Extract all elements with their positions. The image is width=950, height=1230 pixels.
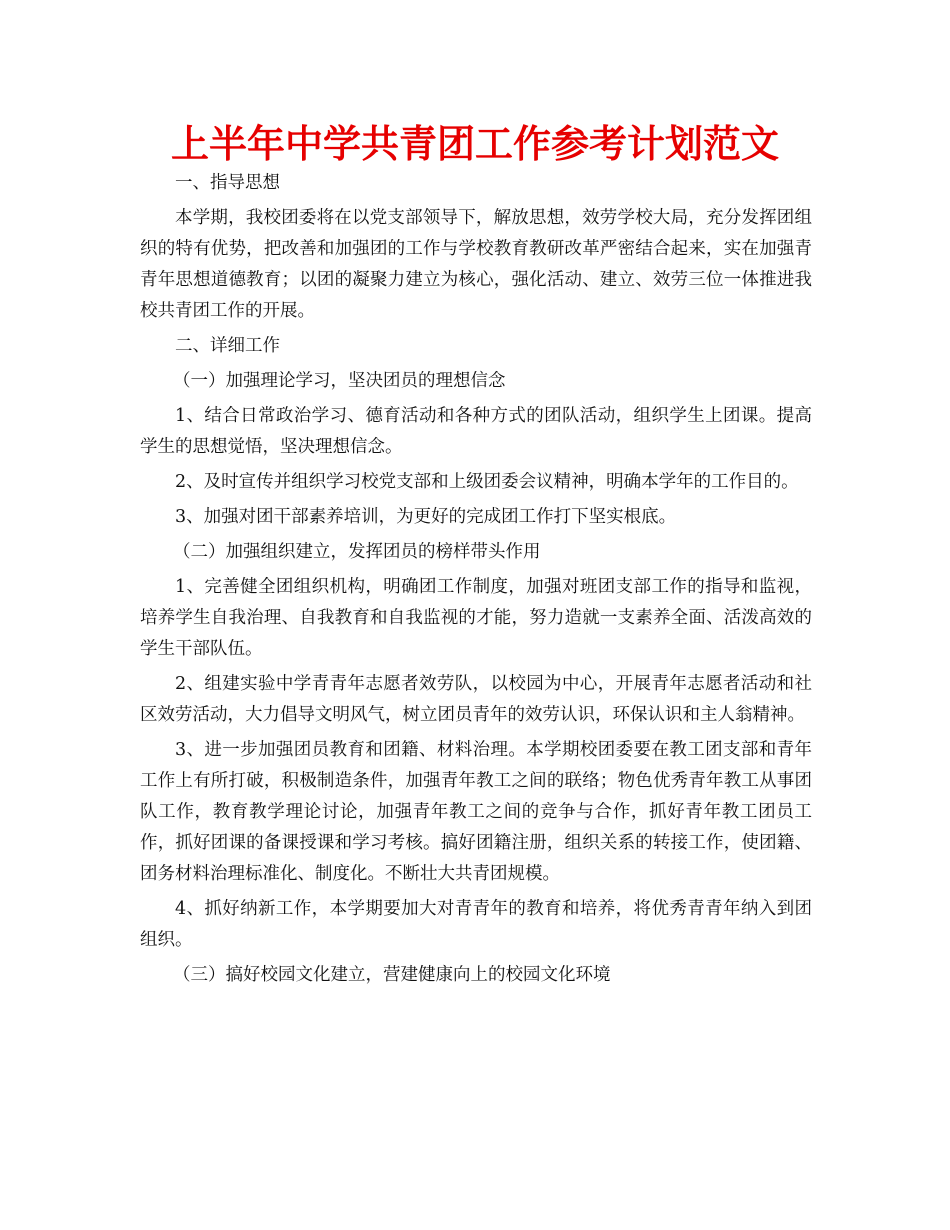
subsection-heading: （三）搞好校园文化建立，营建健康向上的校园文化环境 — [173, 965, 611, 985]
paragraph: 2、及时宣传并组织学习校党支部和上级团委会议精神，明确本学年的工作目的。 — [175, 472, 799, 492]
subsection-heading: （一）加强理论学习，坚决团员的理想信念 — [173, 371, 506, 391]
document-title: 上半年中学共青团工作参考计划范文 — [170, 122, 779, 166]
subsection-heading: （二）加强组织建立，发挥团员的榜样带头作用 — [173, 542, 541, 562]
document-body — [140, 164, 812, 991]
paragraph: 1、结合日常政治学习、德育活动和各种方式的团队活动，组织学生上团课。提高学生的思想觉悟，坚决理想信念。 — [140, 406, 812, 457]
paragraph: 3、进一步加强团员教育和团籍、材料治理。本学期校团委要在教工团支部和青年工作上有所打破，积极制造条件，加强青年教工之间的联络；物色优秀青年教工从事团队工作，教育教学理论讨论，加强青年教工之间的竞争与合作，抓好青年教工团员工作，抓好团课的备课授课和学习考核。搞好团籍注册，组织关系的转接工作，使团籍、团务材料治理标准化、制度化。不断壮大共青团规模。 — [140, 740, 812, 884]
section-heading: 一、指导思想 — [175, 173, 280, 193]
paragraph: 1、完善健全团组织机构，明确团工作制度，加强对班团支部工作的指导和监视，培养学生自我治理、自我教育和自我监视的才能，努力造就一支素养全面、活泼高效的学生干部队伍。 — [140, 577, 812, 659]
paragraph: 本学期，我校团委将在以党支部领导下，解放思想，效劳学校大局，充分发挥团组织的特有优势，把改善和加强团的工作与学校教育教研改革严密结合起来，实在加强青青年思想道德教育；以团的凝聚力建立为核心，强化活动、建立、效劳三位一体推进我校共青团工作的开展。 — [140, 208, 812, 321]
section-heading: 二、详细工作 — [175, 336, 280, 356]
paragraph: 2、组建实验中学青青年志愿者效劳队，以校园为中心，开展青年志愿者活动和社区效劳活动，大力倡导文明风气，树立团员青年的效劳认识，环保认识和主人翁精神。 — [140, 674, 812, 725]
paragraph: 3、加强对团干部素养培训，为更好的完成团工作打下坚实根底。 — [175, 507, 677, 527]
paragraph: 4、抓好纳新工作，本学期要加大对青青年的教育和培养，将优秀青青年纳入到团组织。 — [140, 899, 812, 950]
